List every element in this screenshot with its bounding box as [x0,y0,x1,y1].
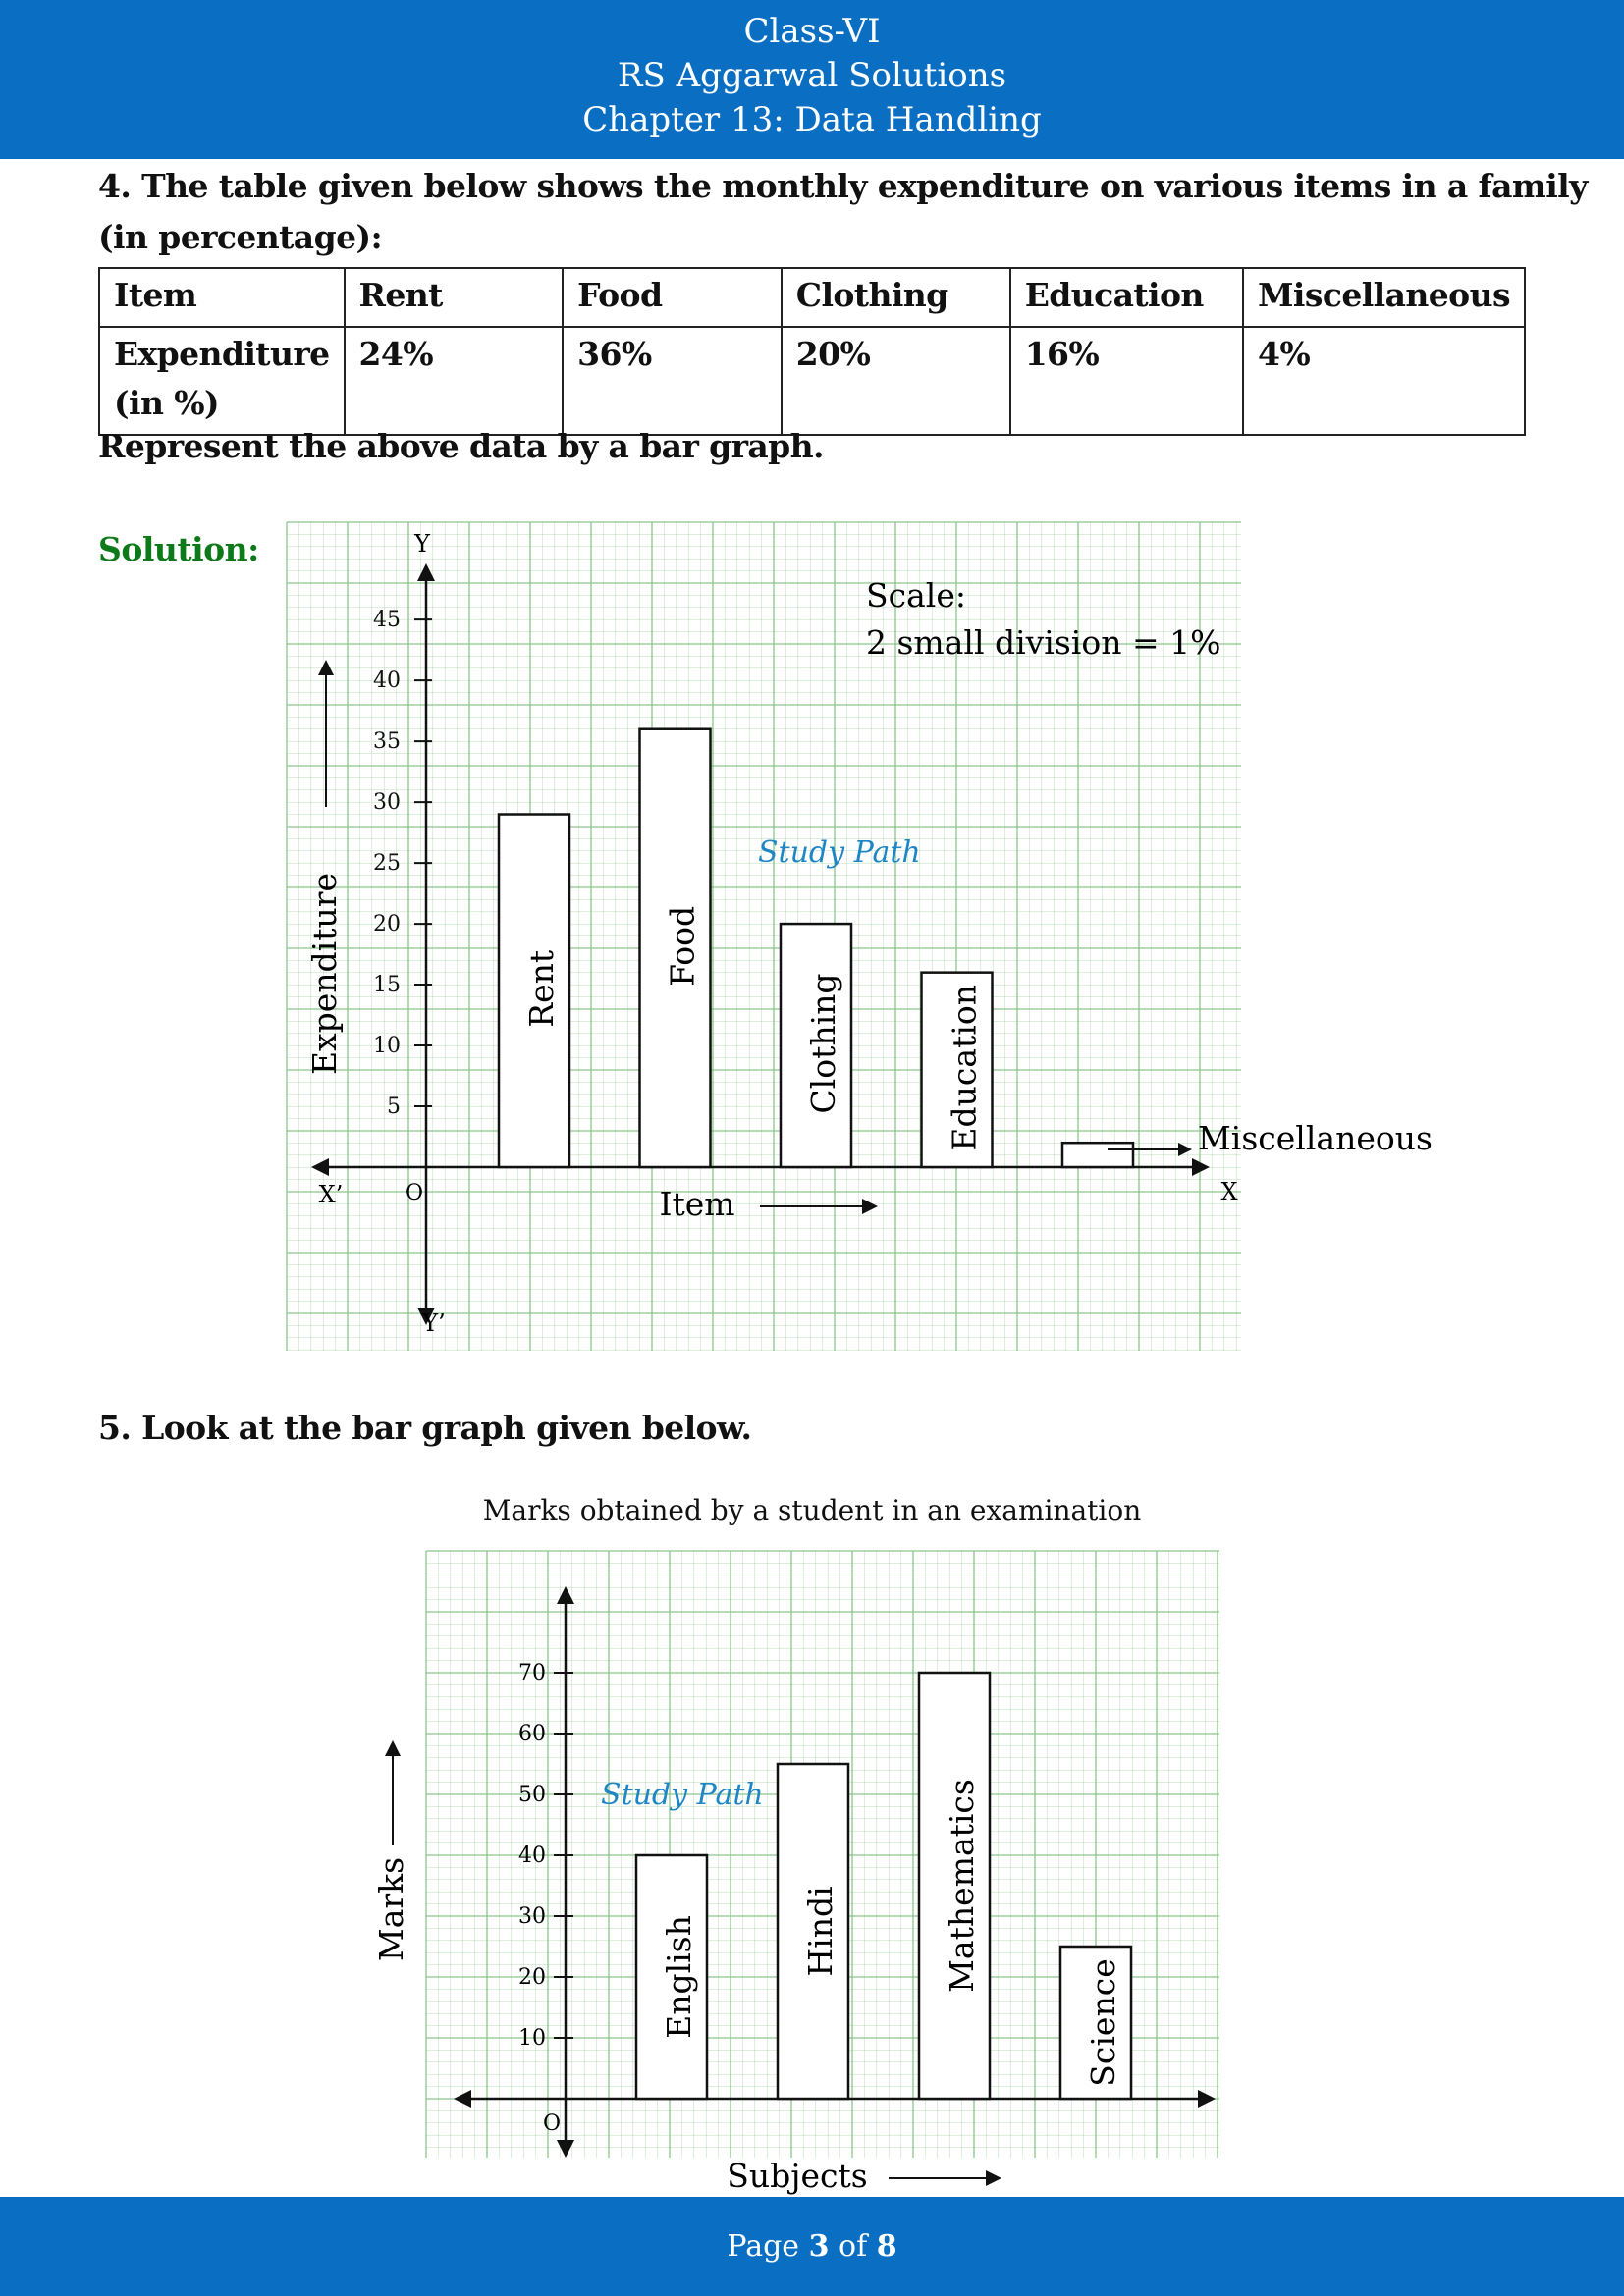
table-cell: 20% [782,327,1010,435]
table-cell: 36% [563,327,782,435]
page-footer [0,2197,1624,2296]
question4-text-line2: (in percentage): [98,218,383,256]
y-axis-title: Expenditure [305,872,344,1076]
y-axis-arrow [417,563,435,581]
table-row [99,268,1525,327]
question4-instruction: Represent the above data by a bar graph. [98,427,824,465]
y-tick-label: 30 [518,1904,546,1929]
x-axis-arrow-left [311,1158,329,1176]
x-title-arrow [862,1199,878,1214]
y-tick-label: 5 [387,1095,401,1120]
header-chapter: Chapter 13: Data Handling [582,100,1042,139]
footer-page-total: 8 [876,2229,897,2264]
question5-text: 5. Look at the bar graph given below. [98,1409,752,1447]
y-axis-arrow [557,1586,574,1604]
y-tick-label: 20 [518,1965,546,1990]
y-tick-label: 45 [373,608,401,633]
y-tick-label: 40 [373,668,401,694]
row-header-line1: Expenditure [114,335,330,373]
bar-label: Education [945,985,984,1151]
study-path-watermark: Study Path [601,1778,764,1812]
x-axis-arrow [1198,2090,1216,2108]
table-cell: 16% [1010,327,1243,435]
footer-page-word: Page [727,2229,800,2264]
y-axis-letter: Y [414,530,430,558]
bar-label: Food [663,905,702,987]
header-book: RS Aggarwal Solutions [617,56,1007,95]
table-cell: Miscellaneous [1243,268,1525,327]
bar-label: Rent [522,949,561,1028]
y-tick-label: 15 [373,973,401,998]
solution-label: Solution: [98,530,259,568]
page-header [0,0,1624,159]
y-tick-label: 35 [373,729,401,755]
bar [1062,1143,1133,1167]
label-pointer-arrow [1178,1143,1192,1156]
y-title-arrow [385,1740,401,1756]
table-cell: Education [1010,268,1243,327]
origin-label: O [405,1181,424,1205]
scale-heading: Scale: [866,576,966,614]
marks-graph-svg [363,1551,1227,2194]
footer-of-word: of [839,2229,868,2264]
y-tick-label: 60 [518,1722,546,1746]
bar-label: Clothing [804,973,842,1114]
expenditure-bar-graph [287,522,1433,1351]
y-tick-label: 10 [518,2026,546,2051]
y-tick-label: 30 [373,790,401,816]
y-tick-label: 40 [518,1843,546,1868]
y-neg-axis-letter: Y’ [422,1309,446,1337]
x-axis-arrow [1192,1158,1210,1176]
bar-label: Miscellaneous [1198,1119,1433,1157]
chart-title: Marks obtained by a student in an examination [482,1494,1142,1526]
expenditure-graph-svg [287,522,1445,1351]
y-title-arrow [318,660,334,675]
footer-page-number: 3 [808,2229,830,2264]
study-path-watermark: Study Path [758,835,921,870]
header-class: Class-VI [743,12,881,51]
expenditure-table [98,267,1526,436]
x-neg-axis-letter: X’ [318,1181,344,1208]
x-axis-title: Subjects [727,2157,868,2195]
table-cell: Clothing [782,268,1010,327]
table-cell: Rent [345,268,564,327]
bar-label: Mathematics [943,1779,981,1993]
bar-label: Hindi [801,1886,839,1977]
table-row [99,327,1525,435]
table-cell: 24% [345,327,564,435]
table-cell [99,327,345,435]
table-cell: Food [563,268,782,327]
question4-text-line1: 4. The table given below shows the monthly expenditure on various items in a family [98,167,1588,205]
marks-bar-graph [363,1551,1227,2194]
y-tick-label: 20 [373,912,401,937]
scale-text: 2 small division = 1% [866,623,1221,662]
x-title-arrow [986,2170,1001,2186]
y-tick-label: 50 [518,1783,546,1807]
bar-label: Science [1084,1958,1122,2087]
bar-label: English [660,1915,698,2039]
row-header-line2: (in %) [114,384,220,422]
x-axis-letter: X [1220,1178,1238,1205]
y-tick-label: 10 [373,1034,401,1059]
x-axis-title: Item [659,1185,735,1223]
table-cell: 4% [1243,327,1525,435]
y-axis-title: Marks [372,1856,410,1962]
table-cell: Item [99,268,345,327]
y-tick-label: 25 [373,851,401,877]
y-axis-arrow-down [557,2140,574,2158]
y-tick-label: 70 [518,1661,546,1685]
origin-label: O [542,2111,562,2136]
